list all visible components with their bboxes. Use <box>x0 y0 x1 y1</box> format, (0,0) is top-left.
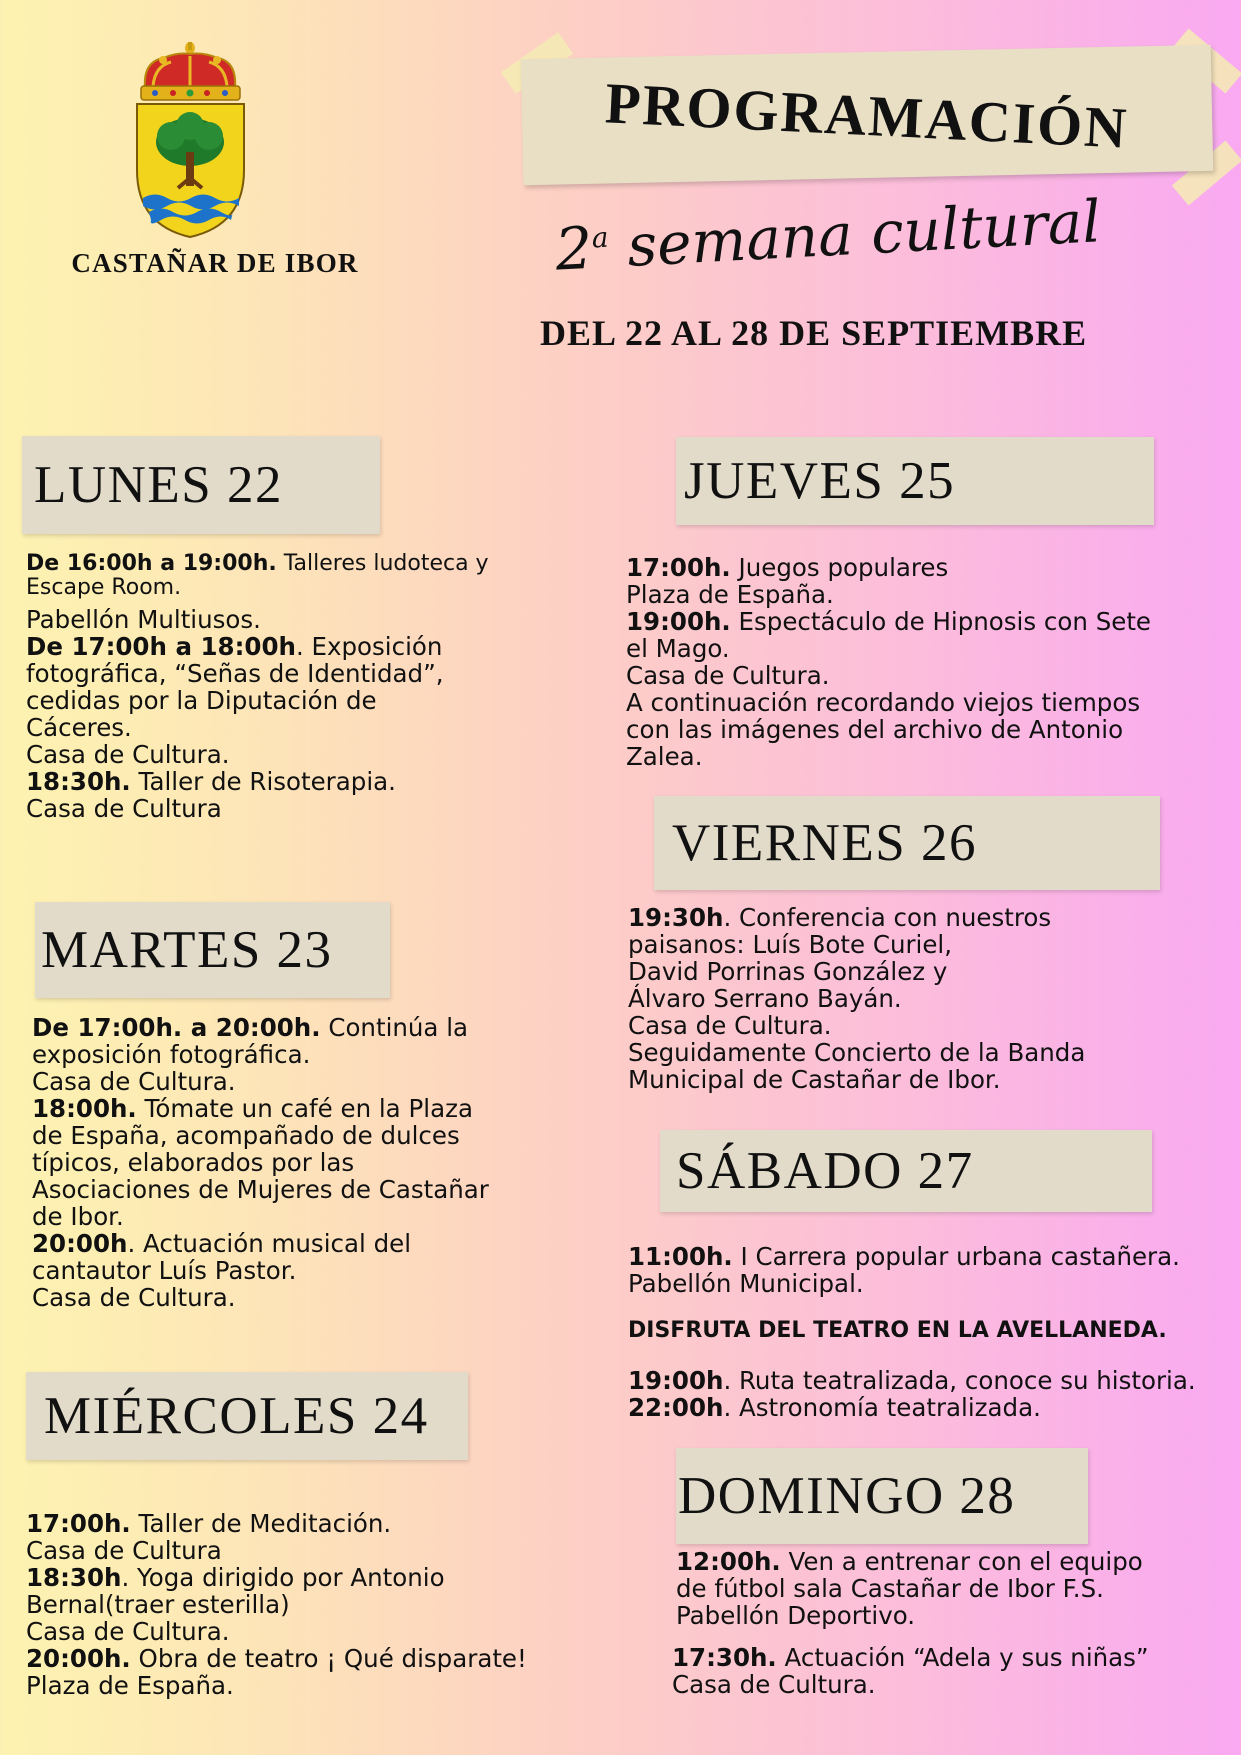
event-text: Taller de Meditación. <box>130 1509 392 1538</box>
event-location: Casa de Cultura. <box>628 1011 832 1040</box>
event-time: 19:00h <box>628 1366 724 1395</box>
event-text: cantautor Luís Pastor. <box>32 1256 297 1285</box>
event-time: 17:00h. <box>26 1509 131 1538</box>
event-text: Municipal de Castañar de Ibor. <box>628 1065 1001 1094</box>
events-viernes <box>628 904 1228 1093</box>
day-title: VIERNES 26 <box>672 814 978 872</box>
day-title: LUNES 22 <box>34 456 284 514</box>
events-martes <box>32 1014 572 1311</box>
event-location: Casa de Cultura. <box>26 740 230 769</box>
subtitle-superscript: a <box>590 220 610 255</box>
title-banner <box>521 45 1213 185</box>
event-text: Zalea. <box>626 742 703 771</box>
day-banner-martes <box>35 902 390 998</box>
event-time: 11:00h. <box>628 1242 733 1271</box>
town-name: CASTAÑAR DE IBOR <box>71 248 359 278</box>
event-text: exposición fotográfica. <box>32 1040 311 1069</box>
event-text: Juegos populares <box>730 553 949 582</box>
event-location: Pabellón Multiusos. <box>26 605 261 634</box>
event-location: Plaza de España. <box>626 580 834 609</box>
event-text: de fútbol sala Castañar de Ibor F.S. <box>676 1574 1104 1603</box>
page-title: PROGRAMACIÓN <box>604 69 1130 161</box>
event-time: 20:00h <box>32 1229 128 1258</box>
event-text: Ven a entrenar con el equipo <box>780 1547 1143 1576</box>
event-text: Asociaciones de Mujeres de Castañar <box>32 1175 489 1204</box>
event-text: . Exposición <box>295 632 443 661</box>
event-location: Plaza de España. <box>26 1671 234 1700</box>
day-banner-lunes <box>22 436 380 534</box>
event-location: Casa de Cultura. <box>32 1067 236 1096</box>
day-banner-miercoles <box>26 1372 468 1460</box>
event-time: De 16:00h a 19:00h. <box>26 551 277 576</box>
day-banner-jueves <box>676 437 1154 525</box>
event-location: Casa de Cultura. <box>672 1670 876 1699</box>
event-text: cedidas por la Diputación de <box>26 686 377 715</box>
event-text: fotográfica, “Señas de Identidad”, <box>26 659 444 688</box>
event-text: Seguidamente Concierto de la Banda <box>628 1038 1086 1067</box>
event-time: 17:00h. <box>626 553 731 582</box>
event-time: 19:00h. <box>626 607 731 636</box>
event-text: . Actuación musical del <box>127 1229 412 1258</box>
event-text: Continúa la <box>320 1013 469 1042</box>
day-title: MIÉRCOLES 24 <box>44 1387 429 1445</box>
event-text: . Ruta teatralizada, conoce su historia. <box>723 1366 1196 1395</box>
event-time: 20:00h. <box>26 1644 131 1673</box>
day-title: SÁBADO 27 <box>676 1142 974 1200</box>
event-text: I Carrera popular urbana castañera. <box>732 1242 1180 1271</box>
day-title: JUEVES 25 <box>684 452 956 510</box>
event-time: De 17:00h. a 20:00h. <box>32 1013 321 1042</box>
event-time: 12:00h. <box>676 1547 781 1576</box>
event-time: 18:00h. <box>32 1094 137 1123</box>
event-location: Pabellón Deportivo. <box>676 1601 916 1630</box>
event-text: Espectáculo de Hipnosis con Sete <box>730 607 1151 636</box>
events-miercoles <box>26 1510 586 1699</box>
event-text: Taller de Risoterapia. <box>130 767 396 796</box>
event-time: 18:30h. <box>26 767 131 796</box>
event-text: Obra de teatro ¡ Qué disparate! <box>130 1644 527 1673</box>
event-time: 19:30h <box>628 903 724 932</box>
event-text: A continuación recordando viejos tiempos <box>626 688 1141 717</box>
day-banner-viernes <box>654 796 1160 890</box>
event-location: Casa de Cultura <box>26 794 222 823</box>
event-location: Casa de Cultura. <box>626 661 830 690</box>
event-time: 22:00h <box>628 1393 724 1422</box>
event-text: Tómate un café en la Plaza <box>136 1094 473 1123</box>
events-sabado <box>628 1243 1228 1421</box>
coat-of-arms-icon <box>133 40 248 240</box>
event-time: 17:30h. <box>672 1643 777 1672</box>
event-text: con las imágenes del archivo de Antonio <box>626 715 1124 744</box>
subtitle <box>554 184 1157 283</box>
event-time: De 17:00h a 18:00h <box>26 632 296 661</box>
event-text: Álvaro Serrano Bayán. <box>628 984 902 1013</box>
event-text: Actuación “Adela y sus niñas” <box>776 1643 1149 1672</box>
event-highlight: DISFRUTA DEL TEATRO EN LA AVELLANEDA. <box>628 1318 1167 1343</box>
events-lunes <box>26 552 546 822</box>
event-text: de Ibor. <box>32 1202 124 1231</box>
event-text: paisanos: Luís Bote Curiel, <box>628 930 953 959</box>
event-text: . Conferencia con nuestros <box>723 903 1052 932</box>
subtitle-number: 2 <box>553 213 595 284</box>
event-location: Pabellón Municipal. <box>628 1269 864 1298</box>
event-location: Casa de Cultura. <box>32 1283 236 1312</box>
event-text: el Mago. <box>626 634 730 663</box>
day-banner-domingo <box>676 1448 1088 1544</box>
day-banner-sabado <box>660 1130 1152 1212</box>
event-text: de España, acompañado de dulces <box>32 1121 460 1150</box>
events-domingo <box>676 1548 1216 1646</box>
event-text: Cáceres. <box>26 713 132 742</box>
event-text: . Astronomía teatralizada. <box>723 1393 1041 1422</box>
day-title: DOMINGO 28 <box>678 1467 1016 1525</box>
events-domingo-evening <box>672 1644 1212 1698</box>
event-text: . Yoga dirigido por Antonio <box>121 1563 445 1592</box>
events-jueves <box>626 554 1226 770</box>
event-text: Bernal(traer esterilla) <box>26 1590 290 1619</box>
event-text: Escape Room. <box>26 575 182 600</box>
event-text: David Porrinas González y <box>628 957 948 986</box>
event-location: Casa de Cultura. <box>26 1617 230 1646</box>
subtitle-text: semana cultural <box>625 187 1103 280</box>
event-text: Talleres ludoteca y <box>276 551 489 576</box>
date-range: DEL 22 AL 28 DE SEPTIEMBRE <box>540 313 1088 353</box>
day-title: MARTES 23 <box>41 921 333 979</box>
event-location: Casa de Cultura <box>26 1536 222 1565</box>
event-text: típicos, elaborados por las <box>32 1148 355 1177</box>
event-time: 18:30h <box>26 1563 122 1592</box>
